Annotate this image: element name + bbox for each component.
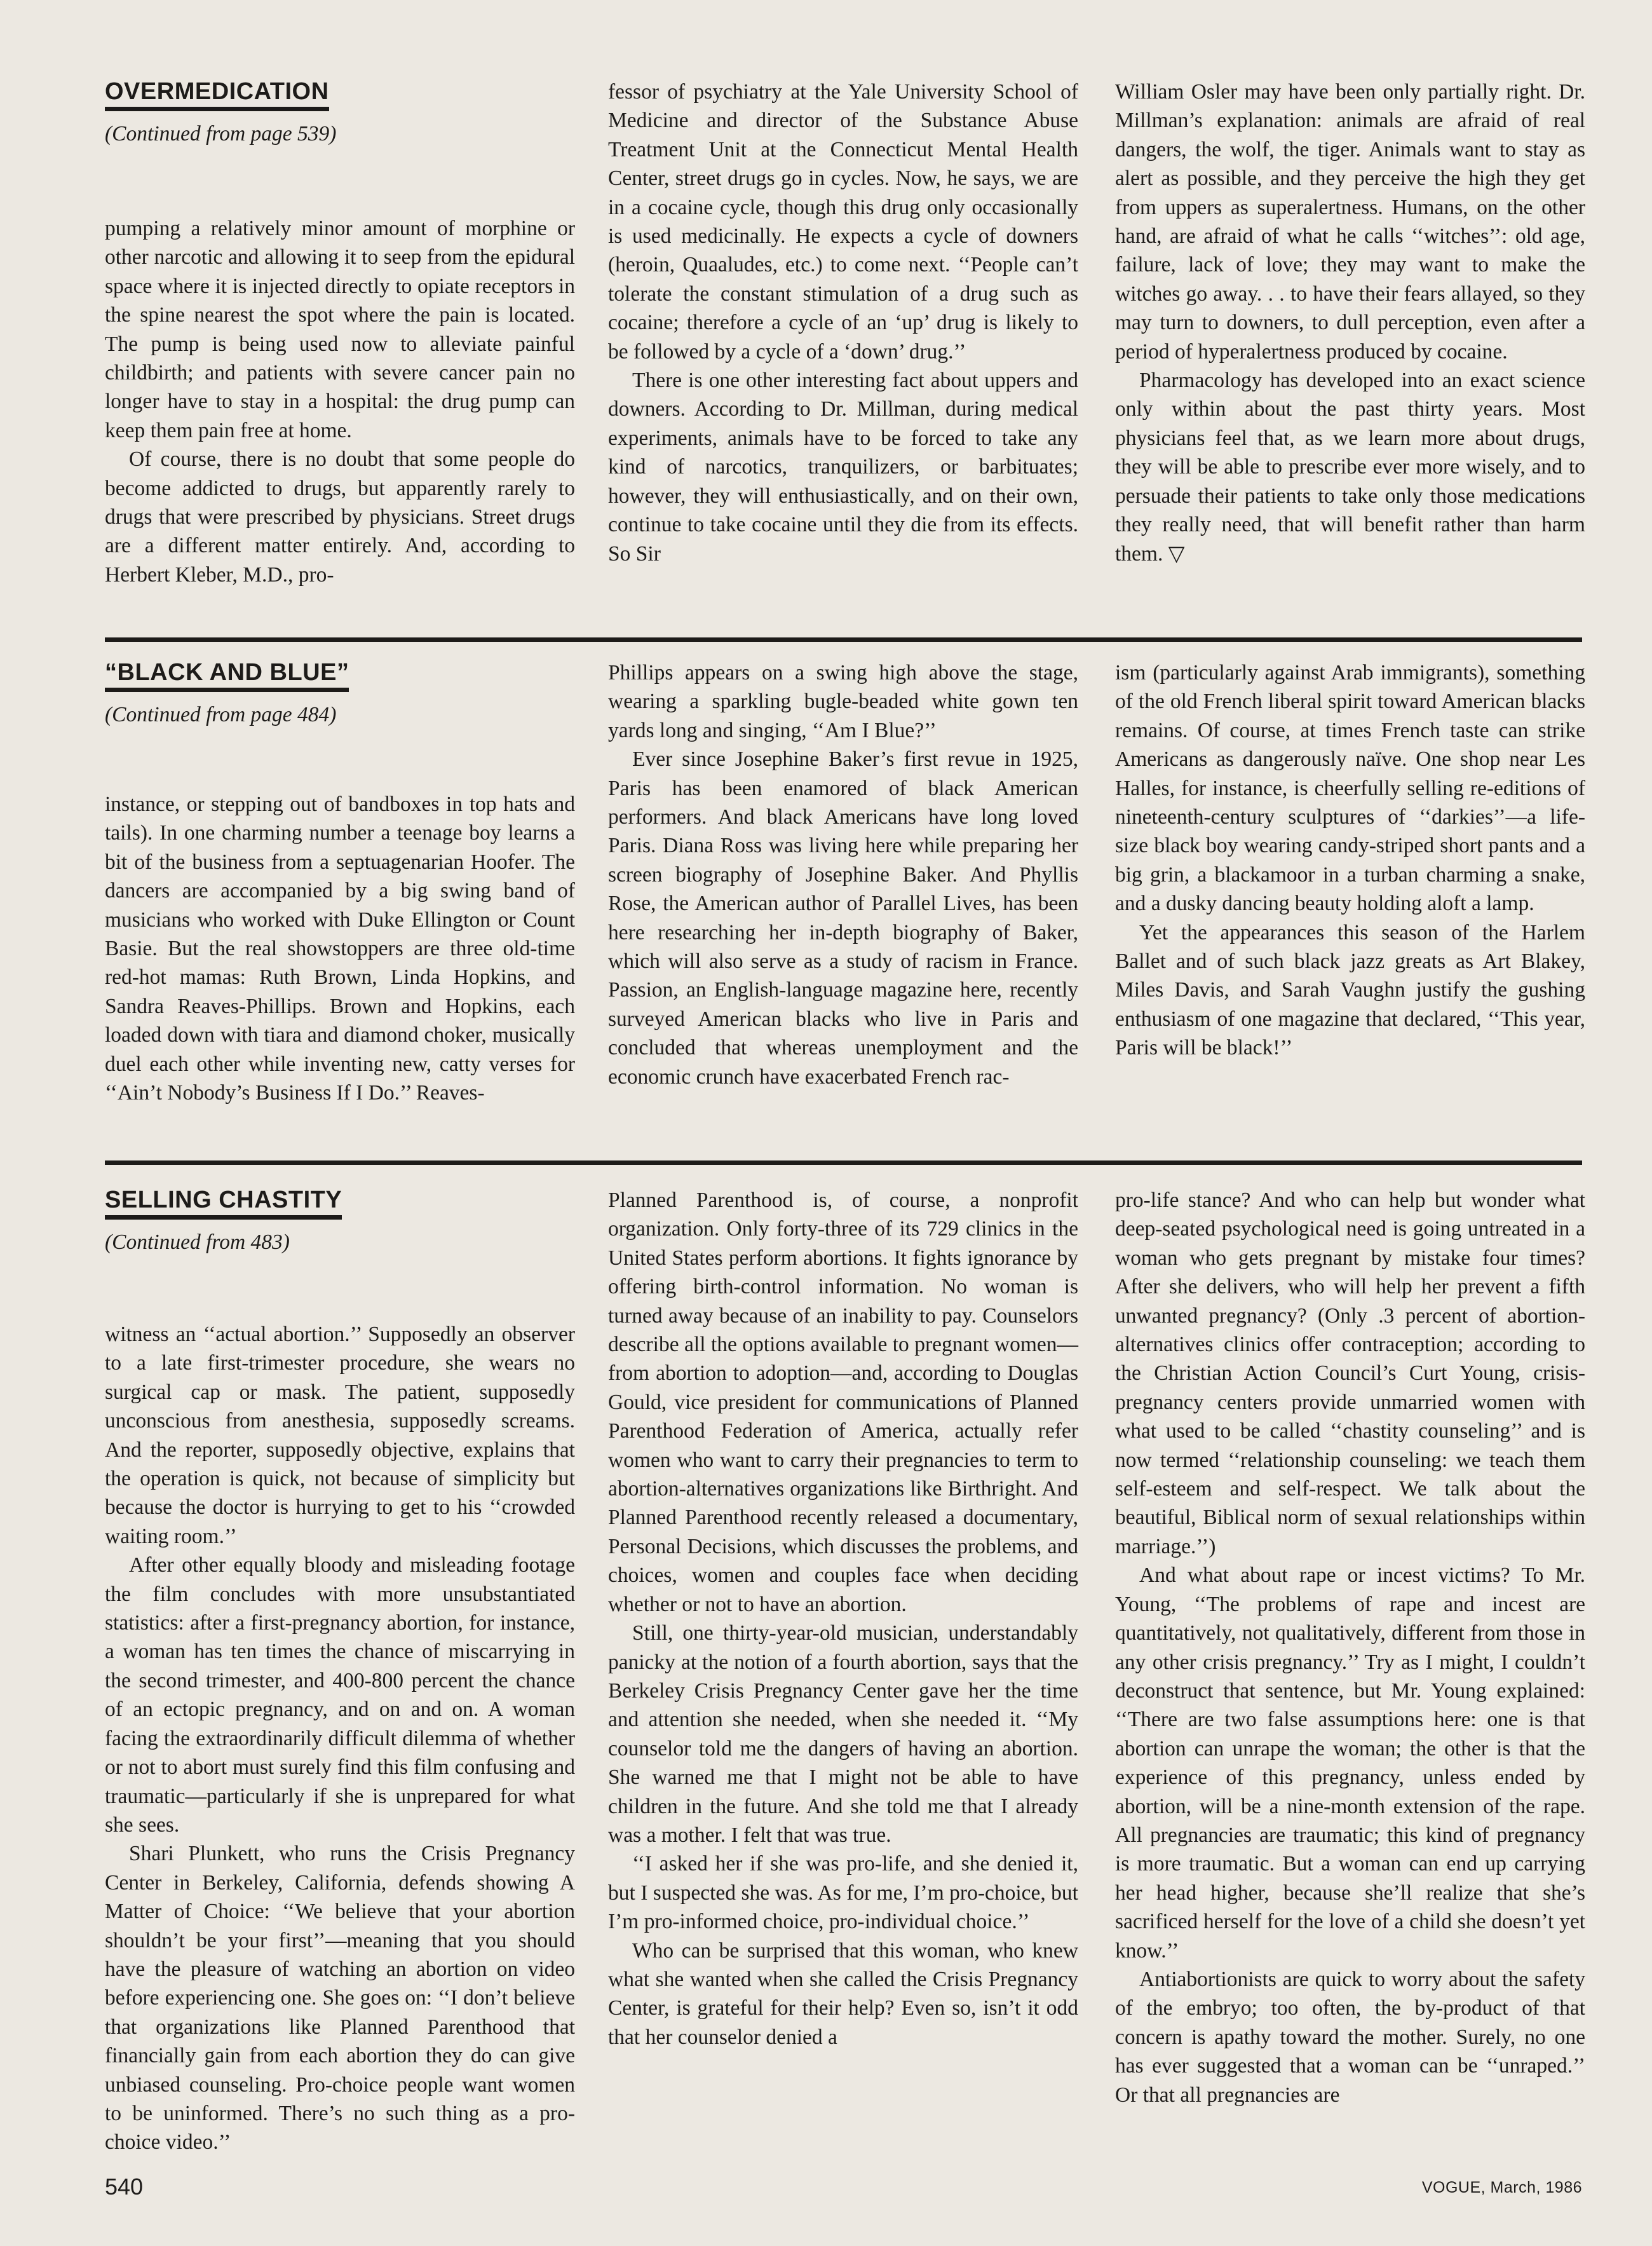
paragraph: Still, one thirty-year-old musician, understandably panicky at the notion of a fourth abortion, says that the Berkeley Crisis Pregnancy Center gave her the time and attention she needed, when she needed it. ‘‘My counselor told me the dangers of having an abortion. She warned me that I might not be able to have children in the future. And she told me that I already was a mother. I felt that was true. [608, 1621, 1078, 1847]
paragraph: Pharmacology has developed into an exact science only within about the past thirty years. Most physicians feel that, as we learn more about drugs, they will be able to prescribe ever more wisely, and to persuade their patients to take only those medications they really need, that will benefit rather than harm them. ▽ [1115, 369, 1585, 566]
issue-credit: VOGUE, March, 1986 [1421, 2179, 1582, 2196]
page-number: 540 [105, 2174, 144, 2200]
paragraph: fessor of psychiatry at the Yale University School of Medicine and director of the Substance Abuse Treatment Unit at the Connecticut Mental Health Center, street drugs go in cycles. Now, he says, we are in a cocaine cycle, though this drug only occasionally is used medicinally. He expects a cycle of downers (heroin, Quaaludes, etc.) to come next. ‘‘People can’t tolerate the constant stimulation of a drug such as cocaine; therefore a cycle of an ‘up’ drug is likely to be followed by a cycle of a ‘down’ drug.’’ [608, 80, 1078, 364]
paragraph: Shari Plunkett, who runs the Crisis Pregnancy Center in Berkeley, California, defends showing A Matter of Choice: ‘‘We believe that your abortion shouldn’t be your first’’—meaning that you should have the pleasure of watching an abortion on video before experiencing one. She goes on: ‘‘I don’t believe that organizations like Planned Parenthood that financially gain from each abortion they do can give unbiased counseling. Pro-choice people want women to be uninformed. There’s no such thing as a pro-choice video.’’ [105, 1842, 575, 2154]
column-1 [105, 658, 575, 1107]
column-2 [608, 78, 1078, 568]
paragraph: And what about rape or incest victims? To Mr. Young, ‘‘The problems of rape and incest are quantitatively, not qualitatively, different from those in any other crisis pregnancy.’’ Try as I might, I couldn’t deconstruct that sentence, but Mr. Young explained: ‘‘There are two false assumptions here: one is that abortion can unrape the woman; the other is that the experience of this pregnancy, unless ended by abortion, will be a nine-month extension of the rape. All pregnancies are traumatic; this kind of pregnancy is more traumatic. But a woman can end up carrying her head higher, because she’ll realize that she’s sacrificed herself for the love of a child she doesn’t yet know.’’ [1115, 1563, 1585, 1963]
paragraph: Planned Parenthood is, of course, a nonprofit organization. Only forty-three of its 729 clinics in the United States perform abortions. It fights ignorance by offering birth-control information. No woman is turned away because of an inability to pay. Counselors describe all the options available to pregnant women—from abortion to adoption—and, according to Douglas Gould, vice president for communications of Planned Parenthood Federation of America, actually refer women who want to carry their pregnancies to term to abortion-alternatives organizations like Birthright. And Planned Parenthood recently released a documentary, Personal Decisions, which discusses the problems, and choices, women and couples face when deciding whether or not to have an abortion. [608, 1188, 1078, 1616]
paragraph: pro-life stance? And who can help but wonder what deep-seated psychological need is going untreated in a woman who gets pregnant by mistake four times? After she delivers, who will help her prevent a fifth unwanted pregnancy? (Only .3 percent of abortion-alternatives clinics offer contraception; according to the Christian Action Council’s Curt Young, crisis-pregnancy centers provide unmarried women with what used to be called ‘‘chastity counseling’’ and is now termed ‘‘relationship counseling: we teach them self-esteem and self-respect. We talk about the beautiful, Biblical norm of sexual relationships within marriage.’’) [1115, 1188, 1585, 1558]
paragraph: pumping a relatively minor amount of morphine or other narcotic and allowing it to seep from the epidural space where it is injected directly to opiate receptors in the spine nearest the spot where the pain is located. The pump is being used now to alleviate painful childbirth; and patients with severe cancer pain no longer have to stay in a hospital: the drug pump can keep them pain free at home. [105, 217, 575, 442]
paragraph: Antiabortionists are quick to worry about the safety of the embryo; too often, the by-product of that concern is apathy toward the mother. Surely, no one has ever suggested that a woman can be ‘‘unraped.’’ Or that all pregnancies are [1115, 1967, 1585, 2107]
paragraph: Who can be surprised that this woman, who knew what she wanted when she called the Crisis Pregnancy Center, is grateful for their help? Even so, isn’t it odd that her counselor denied a [608, 1938, 1078, 2049]
continued-note: (Continued from page 539) [105, 122, 337, 146]
column-2 [608, 1186, 1078, 2052]
column-1 [105, 1186, 575, 2157]
paragraph: Ever since Josephine Baker’s first revue in 1925, Paris has been enamored of black American performers. And black Americans have long loved Paris. Diana Ross was living here while preparing her screen biography of Josephine Baker. And Phyllis Rose, the American author of Parallel Lives, has been here researching her in-depth biography of Baker, which will also serve as a study of racism in France. Passion, an English-language magazine here, recently surveyed American blacks who live in Paris and concluded that whereas unemployment and the economic crunch have exacerbated French rac- [608, 747, 1078, 1089]
section-heading: SELLING CHASTITY [105, 1186, 342, 1220]
section-divider [105, 637, 1582, 642]
paragraph: instance, or stepping out of bandboxes in top hats and tails). In one charming number a teenage boy learns a bit of the business from a septuagenarian Hoofer. The dancers are accompanied by a big swing band of musicians who worked with Duke Ellington or Count Basie. But the real showstoppers are three old-time red-hot mamas: Ruth Brown, Linda Hopkins, and Sandra Reaves-Phillips. Brown and Hopkins, each loaded down with tiara and diamond choker, musically duel each other while inventing new, catty verses for ‘‘Ain’t Nobody’s Business If I Do.’’ Reaves- [105, 793, 575, 1105]
paragraph: ‘‘I asked her if she was pro-life, and she denied it, but I suspected she was. As for me, I’m pro-choice, but I’m pro-informed choice, pro-individual choice.’’ [608, 1852, 1078, 1934]
continued-note: (Continued from 483) [105, 1230, 290, 1254]
paragraph: Yet the appearances this season of the Harlem Ballet and of such black jazz greats as Art Blakey, Miles Davis, and Sarah Vaughn justify the gushing enthusiasm of one magazine that declared, ‘‘This year, Paris will be black!’’ [1115, 920, 1585, 1060]
column-2 [608, 658, 1078, 1091]
paragraph: Phillips appears on a swing high above the stage, wearing a sparkling bugle-beaded white gown ten yards long and singing, ‘‘Am I Blue?’’ [608, 661, 1078, 742]
section-divider [105, 1160, 1582, 1165]
column-3 [1115, 658, 1585, 1063]
column-1 [105, 78, 575, 589]
paragraph: William Osler may have been only partially right. Dr. Millman’s explanation: animals are afraid of real dangers, the wolf, the tiger. Animals want to stay as alert as possible, and they perceive the high they get from uppers as superalertness. Humans, on the other hand, are afraid of what he calls ‘‘witches’’: old age, failure, lack of love; they may want to make the witches go away. . . to have their fears allayed, so they may turn to downers, to dull perception, even after a period of hyperalertness produced by cocaine. [1115, 80, 1585, 364]
column-3 [1115, 78, 1585, 568]
continued-note: (Continued from page 484) [105, 703, 337, 726]
paragraph: After other equally bloody and misleading footage the film concludes with more unsubstantiated statistics: after a first-pregnancy abortion, for instance, a woman has ten times the chance of miscarrying in the second trimester, and 400-800 percent the chance of an ectopic pregnancy, and on and on. A woman facing the extraordinarily difficult dilemma of whether or not to abort must surely find this film confusing and traumatic—particularly if she is unprepared for what she sees. [105, 1553, 575, 1837]
paragraph: ism (particularly against Arab immigrants), something of the old French liberal spirit toward American blacks remains. Of course, at times French taste can strike Americans as dangerously naïve. One shop near Les Halles, for instance, is cheerfully selling re-editions of nineteenth-century sculptures of ‘‘darkies’’—a life-size black boy wearing candy-striped short pants and a big grin, a blackamoor in a turban charming a snake, and a dusky dancing beauty holding aloft a lamp. [1115, 661, 1585, 916]
paragraph: Of course, there is no doubt that some people do become addicted to drugs, but apparently rarely to drugs that were prescribed by physicians. Street drugs are a different matter entirely. And, according to Herbert Kleber, M.D., pro- [105, 447, 575, 587]
paragraph: There is one other interesting fact about uppers and downers. According to Dr. Millman, during medical experiments, animals have to be forced to take any kind of narcotics, tranquilizers, or barbituates; however, they will enthusiastically, and on their own, continue to take cocaine until they die from its effects. So Sir [608, 369, 1078, 566]
paragraph: witness an ‘‘actual abortion.’’ Supposedly an observer to a late first-trimester procedure, she wears no surgical cap or mask. The patient, supposedly unconscious from anesthesia, supposedly screams. And the reporter, supposedly objective, explains that the operation is quick, not because of simplicity but because the doctor is hurrying to get to his ‘‘crowded waiting room.’’ [105, 1323, 575, 1548]
column-3 [1115, 1186, 1585, 2109]
section-heading: OVERMEDICATION [105, 78, 329, 111]
section-heading: “BLACK AND BLUE” [105, 658, 349, 692]
